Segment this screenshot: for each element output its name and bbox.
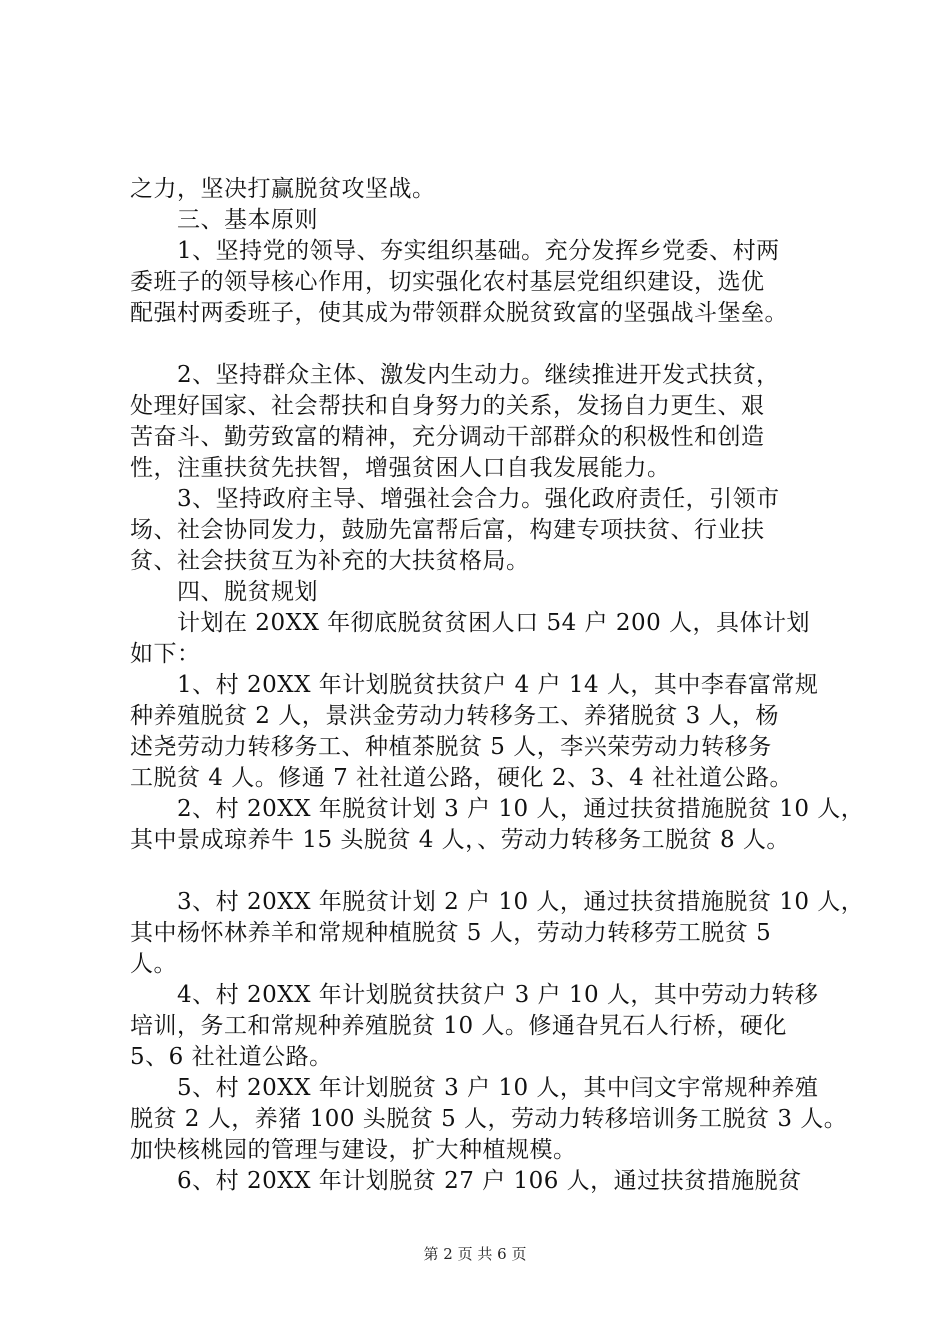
text-line: 述尧劳动力转移务工、种植茶脱贫 5 人，李兴荣劳动力转移务	[130, 734, 772, 760]
section-heading: 四、脱贫规划	[130, 579, 318, 605]
text-line: 加快核桃园的管理与建设，扩大种植规模。	[130, 1137, 577, 1163]
text-line: 种养殖脱贫 2 人，景洪金劳动力转移务工、养猪脱贫 3 人，杨	[130, 703, 780, 729]
text-line: 1、坚持党的领导、夯实组织基础。充分发挥乡党委、村两	[130, 238, 780, 264]
text-line: 之力，坚决打赢脱贫攻坚战。	[130, 176, 436, 202]
text-line: 人。	[130, 951, 177, 977]
text-line: 如下：	[130, 641, 201, 667]
text-line: 脱贫 2 人，养猪 100 头脱贫 5 人，劳动力转移培训务工脱贫 3 人。	[130, 1106, 848, 1132]
text-line: 其中景成琼养牛 15 头脱贫 4 人，、劳动力转移务工脱贫 8 人。	[130, 827, 790, 853]
text-line: 6、村 20XX 年计划脱贫 27 户 106 人，通过扶贫措施脱贫	[130, 1168, 802, 1194]
text-line: 配强村两委班子，使其成为带领群众脱贫致富的坚强战斗堡垒。	[130, 300, 788, 326]
text-line: 1、村 20XX 年计划脱贫扶贫户 4 户 14 人，其中李春富常规	[130, 672, 819, 698]
text-line: 4、村 20XX 年计划脱贫扶贫户 3 户 10 人，其中劳动力转移	[130, 982, 819, 1008]
text-line: 苦奋斗、勤劳致富的精神，充分调动干部群众的积极性和创造	[130, 424, 765, 450]
section-heading: 三、基本原则	[130, 207, 318, 233]
text-line: 工脱贫 4 人。修通 7 社社道公路，硬化 2、3、4 社社道公路。	[130, 765, 794, 791]
text-line: 5、6 社社道公路。	[130, 1044, 333, 1070]
text-line: 2、坚持群众主体、激发内生动力。继续推进开发式扶贫，	[130, 362, 780, 388]
text-line: 性，注重扶贫先扶智，增强贫困人口自我发展能力。	[130, 455, 671, 481]
text-line: 委班子的领导核心作用，切实强化农村基层党组织建设，选优	[130, 269, 765, 295]
text-line: 培训，务工和常规种养殖脱贫 10 人。修通旮旯石人行桥，硬化	[130, 1013, 787, 1039]
text-line: 5、村 20XX 年计划脱贫 3 户 10 人，其中闫文宇常规种养殖	[130, 1075, 819, 1101]
text-line: 场、社会协同发力，鼓励先富帮后富，构建专项扶贫、行业扶	[130, 517, 765, 543]
text-line: 计划在 20XX 年彻底脱贫贫困人口 54 户 200 人，具体计划	[130, 610, 811, 636]
text-line: 3、村 20XX 年脱贫计划 2 户 10 人，通过扶贫措施脱贫 10 人，	[130, 889, 865, 915]
text-line: 3、坚持政府主导、增强社会合力。强化政府责任，引领市	[130, 486, 780, 512]
text-line: 其中杨怀林养羊和常规种植脱贫 5 人，劳动力转移劳工脱贫 5	[130, 920, 772, 946]
text-line: 贫、社会扶贫互为补充的大扶贫格局。	[130, 548, 530, 574]
text-line: 处理好国家、社会帮扶和自身努力的关系，发扬自力更生、艰	[130, 393, 765, 419]
text-line: 2、村 20XX 年脱贫计划 3 户 10 人，通过扶贫措施脱贫 10 人，	[130, 796, 865, 822]
page-number: 第 2 页 共 6 页	[423, 1245, 527, 1263]
